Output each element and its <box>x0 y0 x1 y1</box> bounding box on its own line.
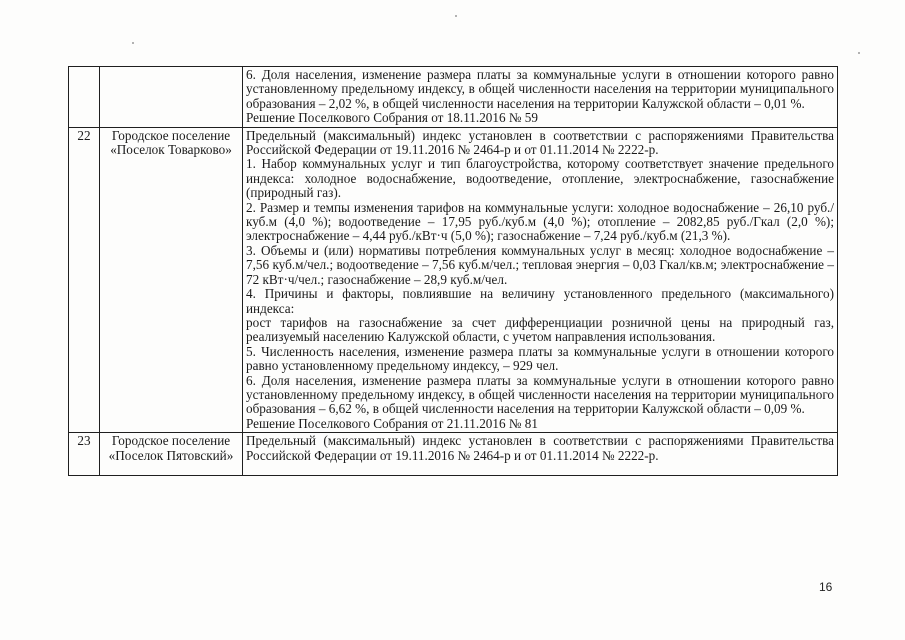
row-number-cell: 23 <box>69 433 100 476</box>
page-number: 16 <box>819 580 833 594</box>
scan-speck <box>132 42 134 44</box>
paragraph: 6. Доля населения, изменение размера платы за коммунальные услуги в отношении которого равно установленному предельному индексу, в общей численности населения на территории муниципального образования – 2,02 %, в общей численности населения на территории Калужской области – 0,01 %. <box>246 67 834 111</box>
decision-reference: Решение Поселкового Собрания от 18.11.2016 № 59 <box>246 110 538 126</box>
paragraph: 1. Набор коммунальных услуг и тип благоустройства, которому соответствует значение предельного индекса: холодное водоснабжение, водоотведение, отопление, электроснабжение, газоснабжение (природный газ). <box>246 156 834 201</box>
municipality-type: Городское поселение <box>111 433 231 449</box>
paragraph: рост тарифов на газоснабжение за счет дифференциации розничной цены на природный газ, реализуемый населению Калужской области, с учетом направления использования. <box>246 314 834 345</box>
row-number-cell: 22 <box>69 127 100 433</box>
paragraph: 6. Доля населения, изменение размера платы за коммунальные услуги в отношении которого равно установленному предельному индексу, в общей численности населения на территории муниципального образования – 6,62 %, в общей численности населения на территории Калужской области – 0,09 %. <box>246 372 834 417</box>
paragraph: Предельный (максимальный) индекс установлен в соответствии с распоряжениями Правительства Российской Федерации от 19.11.2016 № 2464-р и от 01.11.2014 № 2222-р. <box>246 433 834 463</box>
table-row <box>69 67 838 128</box>
paragraph: 5. Численность населения, изменение размера платы за коммунальные услуги в отношении которого равно установленному предельному индексу, – 929 чел. <box>246 343 834 374</box>
decision-reference: Решение Поселкового Собрания от 21.11.2016 № 81 <box>246 415 538 431</box>
municipality-name-cell <box>100 433 243 476</box>
scan-speck <box>455 15 457 17</box>
tariff-index-table <box>68 66 838 476</box>
table-row <box>69 433 838 476</box>
paragraph: 3. Объемы и (или) нормативы потребления коммунальных услуг в месяц: холодное водоснабжение – 7,56 куб.м/чел.; водоотведение – 7,56 куб.м/чел.; тепловая энергия – 0,03 Гкал/кв.м; электроснабжение – 72 кВт·ч/чел.; газоснабжение – 28,9 куб.м/чел. <box>246 242 834 287</box>
table-row <box>69 127 838 433</box>
scan-speck <box>858 52 860 54</box>
description-cell <box>243 127 838 433</box>
paragraph: 2. Размер и темпы изменения тарифов на коммунальные услуги: холодное водоснабжение – 26,10 руб./куб.м (4,0 %); водоотведение – 17,95 руб./куб.м (4,0 %); отопление – 2082,85 руб./Гкал (2,0 %); электроснабжение – 4,44 руб./кВт·ч (5,0 %); газоснабжение – 7,24 руб./куб.м (21,3 %). <box>246 199 834 244</box>
row-number-cell <box>69 67 100 128</box>
municipality-name-cell <box>100 67 243 128</box>
municipality-type: Городское поселение <box>111 127 231 143</box>
municipality-name: «Поселок Пятовский» <box>108 447 234 463</box>
municipality-name: «Поселок Товарково» <box>110 142 232 158</box>
municipality-name-cell <box>100 127 243 433</box>
description-cell <box>243 433 838 476</box>
paragraph: 4. Причины и факторы, повлиявшие на величину установленного предельного (максимального) индекса: <box>246 286 834 316</box>
description-cell <box>243 67 838 128</box>
paragraph: Предельный (максимальный) индекс установлен в соответствии с распоряжениями Правительства Российской Федерации от 19.11.2016 № 2464-р и от 01.11.2014 № 2222-р. <box>246 127 834 158</box>
